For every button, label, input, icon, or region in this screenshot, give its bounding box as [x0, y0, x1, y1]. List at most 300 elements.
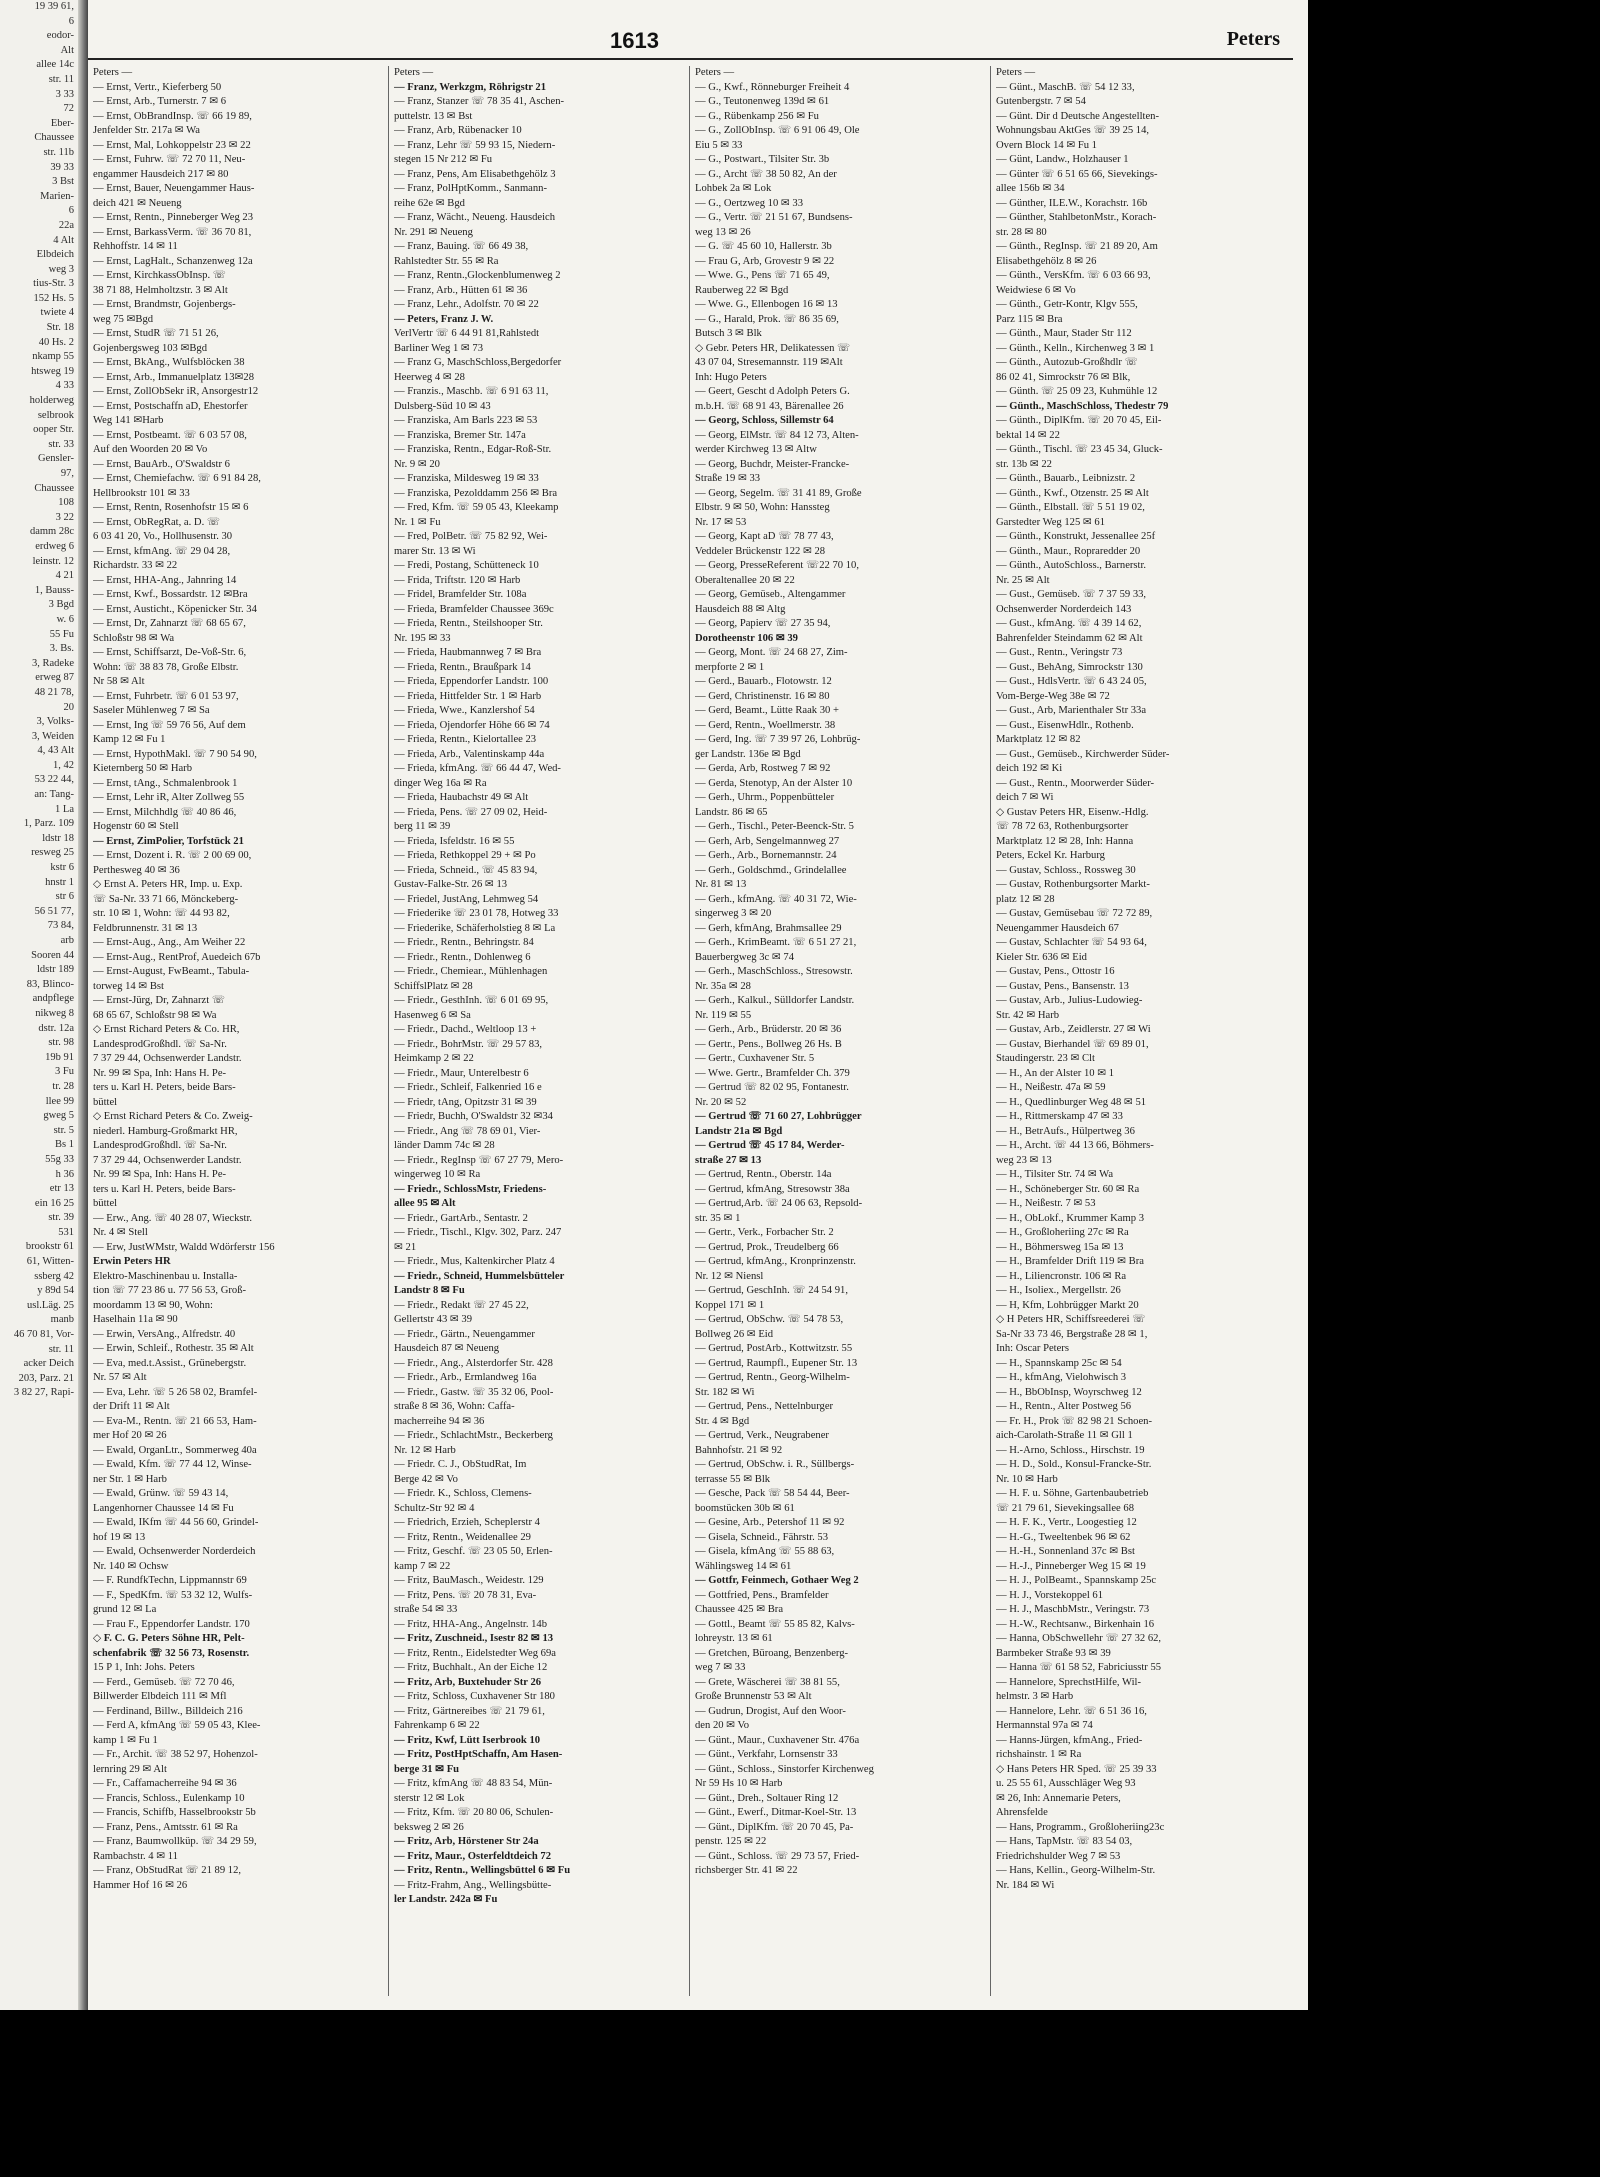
directory-entry: Berge 42 ✉ Vo — [394, 1473, 458, 1485]
directory-entry: — Franziska, Pezolddamm 256 ✉ Bra — [394, 487, 558, 499]
directory-entry: — Günth. ☏ 25 09 23, Kuhmühle 12 — [996, 386, 1158, 397]
directory-entry: — Ferd A, kfmAng ☏ 59 05 43, Klee- — [93, 1720, 261, 1731]
directory-entry: — Frieda, Isfeldstr. 16 ✉ 55 — [394, 835, 515, 847]
directory-entry: — Gerd, Rentn., Woellmerstr. 38 — [695, 719, 836, 731]
directory-entry: — H.-G., Tweeltenbek 96 ✉ 62 — [996, 1531, 1131, 1543]
directory-entry: — Ernst-August, FwBeamt., Tabula- — [93, 966, 250, 977]
directory-entry: — Frieda, Rentn., Steilshooper Str. — [394, 618, 543, 629]
directory-entry: VerlVertr ☏ 6 44 91 81,Rahlstedt — [394, 328, 540, 339]
directory-entry: Garstedter Weg 125 ✉ 61 — [996, 516, 1106, 528]
directory-entry: — Georg, Mont. ☏ 24 68 27, Zim- — [695, 647, 848, 658]
directory-entry: engammer Hausdeich 217 ✉ 80 — [93, 168, 229, 180]
directory-entry: — H.-W., Rechtsanw., Birkenhain 16 — [996, 1618, 1155, 1630]
directory-entry: — H. J., MaschbMstr., Veringstr. 73 — [996, 1604, 1150, 1615]
directory-entry: — H, Kfm, Lohbrügger Markt 20 — [996, 1299, 1139, 1311]
directory-entry: Erwin Peters HR — [93, 1256, 171, 1267]
directory-entry: — Günther, StahlbetonMstr., Korach- — [996, 212, 1157, 223]
directory-entry: — H., Quedlinburger Weg 48 ✉ 51 — [996, 1096, 1147, 1108]
directory-entry: Butsch 3 ✉ Blk — [695, 328, 762, 339]
directory-entry: — Fritz, HHA-Ang., Angelnstr. 14b — [394, 1618, 548, 1630]
directory-entry: Barmbeker Straße 93 ✉ 39 — [996, 1647, 1111, 1659]
directory-entry: — Gertrud, Verk., Neugrabener — [695, 1430, 829, 1441]
directory-entry: Nr. 9 ✉ 20 — [394, 458, 440, 470]
directory-entry: hof 19 ✉ 13 — [93, 1531, 146, 1543]
directory-entry: — Franz, Baumwollküp. ☏ 34 29 59, — [93, 1836, 257, 1847]
directory-entry: — Gerh., MaschSchloss., Stresowstr. — [695, 966, 853, 977]
directory-entry: Gustav-Falke-Str. 26 ✉ 13 — [394, 879, 508, 890]
directory-entry: — Fritz, Zuschneid., Isestr 82 ✉ 13 — [394, 1633, 554, 1644]
directory-entry: — Ernst, tAng., Schmalenbrook 1 — [93, 777, 238, 789]
sliver-line: dstr. 12a — [38, 1022, 74, 1034]
directory-entry: — H., Archt. ☏ 44 13 66, Böhmers- — [996, 1140, 1154, 1151]
directory-entry: — Hannelore, Lehr. ☏ 6 51 36 16, — [996, 1705, 1147, 1717]
directory-entry: Bahnhofstr. 21 ✉ 92 — [695, 1444, 783, 1456]
directory-entry: — Günth., Elbstall. ☏ 5 51 19 02, — [996, 502, 1145, 513]
directory-entry: — F. RundfkTechn, Lippmannstr 69 — [93, 1575, 247, 1586]
directory-entry: — H., Spannskamp 25c ✉ 54 — [996, 1357, 1122, 1369]
sliver-line: Chaussee — [34, 132, 74, 144]
directory-entry: — Gerda, Arb, Rostweg 7 ✉ 92 — [695, 763, 831, 774]
directory-entry: — Ernst, LagHalt., Schanzenweg 12a — [93, 255, 253, 267]
directory-entry: — H. F. u. Söhne, Gartenbaubetrieb — [996, 1488, 1149, 1499]
directory-entry: ✉ 26, Inh: Annemarie Peters, — [996, 1792, 1121, 1804]
directory-entry: Hammer Hof 16 ✉ 26 — [93, 1879, 188, 1891]
sliver-line: 61, Witten- — [26, 1256, 74, 1268]
sliver-line: 83, Blinco- — [26, 978, 74, 990]
directory-entry: ☏ Sa-Nr. 33 71 66, Mönckeberg- — [93, 893, 239, 905]
directory-entry: Richardstr. 33 ✉ 22 — [93, 560, 178, 571]
directory-entry: Billwerder Elbdeich 111 ✉ Mfl — [93, 1691, 227, 1702]
directory-entry: — Wwe. G., Pens ☏ 71 65 49, — [695, 270, 830, 281]
directory-entry: Feldbrunnenstr. 31 ✉ 13 — [93, 922, 198, 934]
directory-entry: Straße 19 ✉ 33 — [695, 473, 761, 484]
directory-entry: ◇ Gustav Peters HR, Eisenw.-Hdlg. — [996, 806, 1149, 818]
sliver-line: Marien- — [40, 190, 74, 202]
directory-entry: Hellbrookstr 101 ✉ 33 — [93, 487, 190, 499]
directory-entry: — Ernst, BarkassVerm. ☏ 36 70 81, — [93, 226, 252, 238]
directory-entry: Sa-Nr 33 73 46, Bergstraße 28 ✉ 1, — [996, 1328, 1148, 1340]
directory-entry: — Gerd., Bauarb., Flotowstr. 12 — [695, 676, 832, 687]
directory-entry: tion ☏ 77 23 86 u. 77 56 53, Groß- — [93, 1285, 247, 1296]
directory-entry: — Gisela, kfmAng ☏ 55 88 63, — [695, 1546, 835, 1557]
directory-entry: — Frieda, Hittfelder Str. 1 ✉ Harb — [394, 690, 542, 702]
sliver-line: weg 3 — [48, 263, 74, 275]
directory-entry: Marktplatz 12 ✉ 82 — [996, 734, 1081, 745]
directory-entry: — Fritz, PostHptSchaffn, Am Hasen- — [394, 1749, 563, 1760]
scan-background — [1308, 0, 1600, 2177]
directory-entry: — Franziska, Mildesweg 19 ✉ 33 — [394, 473, 539, 484]
directory-entry: Kieler Str. 636 ✉ Eid — [996, 951, 1087, 963]
directory-entry: — Fritz, kfmAng ☏ 48 83 54, Mün- — [394, 1778, 553, 1789]
sliver-line: 152 Hs. 5 — [33, 292, 74, 304]
sliver-line: tius-Str. 3 — [33, 278, 74, 290]
directory-entry: — Friedr, tAng, Opitzstr 31 ✉ 39 — [394, 1096, 537, 1108]
sliver-line: eodor- — [46, 30, 74, 42]
directory-entry: — Günter ☏ 6 51 65 66, Sievekings- — [996, 168, 1158, 180]
directory-entry: — H., An der Alster 10 ✉ 1 — [996, 1067, 1115, 1079]
directory-entry: Overn Block 14 ✉ Fu 1 — [996, 139, 1097, 151]
sliver-line: manb — [50, 1314, 74, 1326]
sliver-line: usl.Läg. 25 — [27, 1299, 74, 1311]
directory-entry: — Ewald, Ochsenwerder Norderdeich — [93, 1546, 256, 1557]
directory-entry: — Georg, Gemüseb., Altengammer — [695, 589, 846, 600]
directory-entry: — Fritz, BauMasch., Weidestr. 129 — [394, 1575, 544, 1586]
sliver-line: nikweg 8 — [35, 1007, 74, 1019]
directory-entry: — G., Oertzweg 10 ✉ 33 — [695, 197, 804, 209]
sliver-line: y 89d 54 — [37, 1285, 74, 1297]
directory-entry: — Ernst, Schiffsarzt, De-Voß-Str. 6, — [93, 647, 247, 658]
directory-entry: — G., Rübenkamp 256 ✉ Fu — [695, 110, 819, 122]
sliver-line: 4 33 — [55, 380, 74, 392]
directory-entry: — Friedel, JustAng, Lehmweg 54 — [394, 893, 539, 905]
directory-entry: ◇ Gebr. Peters HR, Delikatessen ☏ — [695, 342, 851, 354]
directory-entry: — Ernst, Rentn., Pinneberger Weg 23 — [93, 212, 253, 223]
directory-entry: — Gerh., Arb., Brüderstr. 20 ✉ 36 — [695, 1024, 842, 1035]
sliver-line: 108 — [58, 497, 74, 509]
column-4 — [991, 66, 1292, 1996]
directory-entry: — Gust., BehAng, Simrockstr 130 — [996, 661, 1143, 673]
directory-entry: Schultz-Str 92 ✉ 4 — [394, 1502, 475, 1514]
directory-entry: platz 12 ✉ 28 — [996, 893, 1055, 905]
directory-entry: — Ernst, ZimPolier, Torfstück 21 — [93, 835, 244, 847]
directory-entry: deich 192 ✉ Ki — [996, 763, 1063, 774]
directory-entry: — Ewald, OrganLtr., Sommerweg 40a — [93, 1444, 257, 1456]
sliver-line: 531 — [58, 1226, 74, 1238]
sliver-line: 40 Hs. 2 — [38, 336, 74, 348]
sliver-line: ldstr 18 — [42, 832, 74, 844]
sliver-line: 6 — [68, 205, 74, 217]
directory-entry: Landstr. 86 ✉ 65 — [695, 806, 768, 818]
sliver-line: llee 99 — [45, 1095, 74, 1107]
directory-entry: — H., BbObInsp, Woyrschweg 12 — [996, 1386, 1142, 1398]
directory-entry: — Gerh, kfmAng, Brahmsallee 29 — [695, 922, 842, 934]
directory-entry: — Gerh., Kalkul., Sülldorfer Landstr. — [695, 995, 855, 1006]
directory-entry: Inh: Hugo Peters — [695, 371, 767, 383]
directory-entry: berg 11 ✉ 39 — [394, 821, 451, 832]
directory-entry: Elisabethgehölz 8 ✉ 26 — [996, 255, 1097, 267]
directory-entry: Chaussee 425 ✉ Bra — [695, 1604, 784, 1615]
directory-entry: Wohnungsbau AktGes ☏ 39 25 14, — [996, 125, 1150, 136]
sliver-line: selbrook — [37, 409, 74, 421]
directory-entry: — Frieda, Haubachstr 49 ✉ Alt — [394, 792, 529, 803]
sliver-line: 1, Bauss- — [34, 584, 74, 596]
directory-entry: — Ernst-Jürg, Dr, Zahnarzt ☏ — [93, 995, 226, 1006]
directory-entry: — Friedr., Tischl., Klgv. 302, Parz. 247 — [394, 1227, 562, 1238]
sliver-line: nkamp 55 — [32, 351, 74, 363]
directory-entry: ters u. Karl H. Peters, beide Bars- — [93, 1082, 236, 1093]
directory-entry: — Günther, ILE.W., Korachstr. 16b — [996, 197, 1148, 209]
directory-entry: — Friedr., Mus, Kaltenkircher Platz 4 — [394, 1256, 555, 1267]
directory-entry: ters u. Karl H. Peters, beide Bars- — [93, 1183, 236, 1195]
directory-entry: straße 8 ✉ 36, Wohn: Caffa- — [394, 1401, 515, 1412]
directory-entry: — Frieda, Schneid., ☏ 45 83 94, — [394, 864, 538, 876]
directory-entry: — Günt, Landw., Holzhauser 1 — [996, 154, 1129, 165]
directory-entry: weg 7 ✉ 33 — [695, 1662, 746, 1673]
directory-entry: — H., Großloheriing 27c ✉ Ra — [996, 1227, 1129, 1238]
directory-entry: — Gerh., kfmAng. ☏ 40 31 72, Wie- — [695, 893, 857, 905]
sliver-line: str. 11 — [48, 1343, 74, 1355]
directory-entry: — Franz, Pens., Amtsstr. 61 ✉ Ra — [93, 1821, 238, 1833]
directory-entry: — Gertrud ☏ 71 60 27, Lohbrügger — [695, 1111, 862, 1122]
directory-entry: — Günth., VersKfm. ☏ 6 03 66 93, — [996, 270, 1151, 281]
directory-entry: — Günt., Schloss. ☏ 29 73 57, Fried- — [695, 1850, 860, 1862]
sliver-line: htsweg 19 — [31, 365, 74, 377]
directory-entry: — Gretchen, Büroang, Benzenberg- — [695, 1647, 849, 1659]
directory-entry: — Gertrud, ObSchw. ☏ 54 78 53, — [695, 1314, 844, 1325]
directory-entry: — Hans, TapMstr. ☏ 83 54 03, — [996, 1836, 1133, 1847]
directory-entry: Gojenbergsweg 103 ✉Bgd — [93, 342, 208, 354]
directory-entry: — Gustav, Rothenburgsorter Markt- — [996, 879, 1150, 890]
directory-entry: weg 13 ✉ 26 — [695, 226, 751, 238]
directory-entry: deich 421 ✉ Neueng — [93, 197, 182, 209]
directory-entry: — Fr. H., Prok ☏ 82 98 21 Schoen- — [996, 1415, 1152, 1427]
directory-entry: — Ernst, StudR ☏ 71 51 26, — [93, 328, 219, 339]
sliver-line: twiete 4 — [40, 307, 74, 319]
directory-entry: sterstr 12 ✉ Lok — [394, 1792, 465, 1804]
directory-entry: Inh: Oscar Peters — [996, 1343, 1069, 1354]
directory-entry: — Georg, Schloss, Sillemstr 64 — [695, 415, 834, 426]
directory-entry: — Günth., Autozub-Großhdlr ☏ — [996, 357, 1138, 368]
directory-entry: Landstr 8 ✉ Fu — [394, 1285, 465, 1296]
directory-entry: Rehhoffstr. 14 ✉ 11 — [93, 241, 178, 252]
directory-entry: — G., ZollObInsp. ☏ 6 91 06 49, Ole — [695, 125, 860, 136]
sliver-line: holderweg — [29, 395, 74, 407]
directory-entry: 68 65 67, Schloßstr 98 ✉ Wa — [93, 1009, 217, 1021]
directory-entry: — H., Schöneberger Str. 60 ✉ Ra — [996, 1183, 1140, 1195]
directory-entry: Hausdeich 88 ✉ Altg — [695, 603, 786, 615]
directory-entry: Große Brunnenstr 53 ✉ Alt — [695, 1691, 812, 1702]
directory-entry: — Erw, JustWMstr, Waldd Wdörferstr 156 — [93, 1241, 275, 1253]
sliver-line: 203, Parz. 21 — [18, 1372, 74, 1384]
sliver-line: andpflege — [32, 993, 74, 1005]
directory-entry: ◇ Ernst Richard Peters & Co. Zweig- — [93, 1111, 253, 1122]
directory-entry: — Wwe. Gertr., Bramfelder Ch. 379 — [695, 1067, 850, 1079]
directory-entry: — Ewald, IKfm ☏ 44 56 60, Grindel- — [93, 1517, 259, 1528]
directory-entry: reihe 62e ✉ Bgd — [394, 197, 465, 209]
directory-entry: Bollweg 26 ✉ Eid — [695, 1328, 774, 1340]
directory-entry: — Erwin, Schleif., Rothestr. 35 ✉ Alt — [93, 1343, 254, 1354]
directory-entry: — Gustav, Pens., Bansenstr. 13 — [996, 980, 1129, 992]
directory-entry: — Grete, Wäscherei ☏ 38 81 55, — [695, 1676, 840, 1688]
directory-entry: — Friedr., Dachd., Weltloop 13 + — [394, 1024, 537, 1035]
directory-entry: str. 35 ✉ 1 — [695, 1212, 741, 1224]
sliver-line: 73 84, — [47, 920, 74, 932]
directory-entry: — Georg, Segelm. ☏ 31 41 89, Große — [695, 487, 862, 499]
directory-entry: — Franz, ObStudRat ☏ 21 89 12, — [93, 1865, 242, 1876]
directory-entry: — Hanna, ObSchwellehr ☏ 27 32 62, — [996, 1633, 1162, 1644]
directory-entry: — Hanns-Jürgen, kfmAng., Fried- — [996, 1734, 1143, 1746]
sliver-line: ldstr 189 — [36, 964, 74, 976]
directory-entry: — Fredi, Postang, Schütteneck 10 — [394, 560, 539, 571]
directory-entry: — Franziska, Rentn., Edgar-Roß-Str. — [394, 444, 552, 455]
directory-entry: — Gertrud ☏ 45 17 84, Werder- — [695, 1140, 845, 1151]
directory-entry: den 20 ✉ Vo — [695, 1720, 750, 1731]
directory-entry: — Gerd, Christinenstr. 16 ✉ 80 — [695, 690, 830, 702]
directory-entry: — Ernst, Dozent i. R. ☏ 2 00 69 00, — [93, 850, 252, 861]
directory-entry: — Friedr., Rentn., Dohlenweg 6 — [394, 951, 531, 963]
directory-entry: — Frieda, Ojendorfer Höhe 66 ✉ 74 — [394, 719, 550, 731]
directory-entry: — H. J., Vorstekoppel 61 — [996, 1589, 1104, 1601]
sliver-line: 19 39 61, — [34, 1, 74, 12]
directory-entry: — Günth., Maur, Stader Str 112 — [996, 328, 1132, 339]
directory-entry: terrasse 55 ✉ Blk — [695, 1473, 771, 1485]
directory-entry: — Eva-M., Rentn. ☏ 21 66 53, Ham- — [93, 1415, 257, 1427]
sliver-line: acker Deich — [23, 1358, 74, 1370]
directory-entry: — Gerh., Goldschmd., Grindelallee — [695, 864, 847, 876]
directory-entry: — Fritz, Pens. ☏ 20 78 31, Eva- — [394, 1589, 537, 1601]
directory-entry: — Fritz, Kwf, Lütt Iserbrook 10 — [394, 1734, 541, 1746]
sliver-line: 4 Alt — [53, 234, 74, 246]
directory-entry: Dorotheenstr 106 ✉ 39 — [695, 632, 798, 644]
directory-entry: — Georg, Kapt aD ☏ 78 77 43, — [695, 531, 834, 542]
directory-entry: — Ferd., Gemüseb. ☏ 72 70 46, — [93, 1676, 235, 1688]
directory-entry: kamp 7 ✉ 22 — [394, 1560, 451, 1572]
directory-entry: Haselhain 11a ✉ 90 — [93, 1314, 178, 1325]
sliver-line: 97, — [60, 468, 74, 479]
directory-entry: — Günth., Tischl. ☏ 23 45 34, Gluck- — [996, 444, 1163, 455]
directory-entry: — Günt., Schloss., Sinstorfer Kirchenweg — [695, 1763, 874, 1775]
directory-entry: mer Hof 20 ✉ 26 — [93, 1430, 167, 1441]
sliver-line: 53 22 44, — [34, 774, 74, 786]
directory-entry: Fahrenkamp 6 ✉ 22 — [394, 1720, 480, 1731]
sliver-line: 3 33 — [55, 88, 74, 100]
directory-entry: — Günth., RegInsp. ☏ 21 89 20, Am — [996, 241, 1158, 252]
directory-entry: berge 31 ✉ Fu — [394, 1763, 460, 1775]
directory-entry: ◇ H Peters HR, Schiffsreederei ☏ — [996, 1314, 1146, 1325]
directory-entry: — Frau G, Arb, Grovestr 9 ✉ 22 — [695, 255, 835, 267]
directory-entry: — Franz G, MaschSchloss,Bergedorfer — [394, 357, 562, 368]
directory-entry: — Franz, Rentn.,Glockenblumenweg 2 — [394, 270, 561, 281]
directory-entry: — Gertrud, Pens., Nettelnburger — [695, 1401, 834, 1412]
directory-entry: grund 12 ✉ La — [93, 1604, 157, 1615]
directory-entry: Nr. 1 ✉ Fu — [394, 516, 441, 528]
sliver-line: 48 21 78, — [34, 686, 74, 698]
directory-entry: Nr. 81 ✉ 13 — [695, 879, 747, 890]
sliver-line: Str. 18 — [46, 322, 74, 334]
directory-entry: — Gertrud,Arb. ☏ 24 06 63, Repsold- — [695, 1198, 863, 1209]
directory-entry: Perthesweg 40 ✉ 36 — [93, 864, 180, 876]
directory-entry: Elektro-Maschinenbau u. Installa- — [93, 1270, 238, 1282]
directory-entry: büttel — [93, 1198, 118, 1209]
directory-entry: — Gerda, Stenotyp, An der Alster 10 — [695, 777, 853, 789]
directory-entry: singerweg 3 ✉ 20 — [695, 908, 772, 919]
directory-entry: — Ernst, Ing ☏ 59 76 56, Auf dem — [93, 719, 246, 731]
directory-entry: — Friedr., Schneid, Hummelsbütteler — [394, 1270, 565, 1282]
directory-entry: — Ewald, Grünw. ☏ 59 43 14, — [93, 1488, 229, 1499]
directory-entry: — Gesche, Pack ☏ 58 54 44, Beer- — [695, 1488, 850, 1499]
directory-entry: — Gustav, Bierhandel ☏ 69 89 01, — [996, 1038, 1149, 1050]
directory-entry: ◇ Ernst A. Peters HR, Imp. u. Exp. — [93, 879, 243, 890]
directory-entry: niederl. Hamburg-Großmarkt HR, — [93, 1125, 238, 1137]
directory-entry: Saseler Mühlenweg 7 ✉ Sa — [93, 705, 210, 716]
directory-entry: — Ernst, ZollObSekr iR, Ansorgestr12 — [93, 386, 259, 397]
directory-entry: — Franz, Lehr., Adolfstr. 70 ✉ 22 — [394, 299, 539, 310]
directory-entry: — Günth., Bauarb., Leibnizstr. 2 — [996, 473, 1136, 484]
directory-entry: Nr. 195 ✉ 33 — [394, 632, 451, 644]
directory-entry: str. 10 ✉ 1, Wohn: ☏ 44 93 82, — [93, 908, 230, 919]
directory-entry: — Francis, Schloss., Eulenkamp 10 — [93, 1792, 245, 1804]
directory-entry: — Gerh., KrimBeamt. ☏ 6 51 27 21, — [695, 937, 857, 948]
directory-entry: — Ernst, Vertr., Kieferberg 50 — [93, 81, 222, 93]
directory-entry: — Georg, Papierv ☏ 27 35 94, — [695, 618, 831, 629]
directory-entry: — Fritz, Rentn., Wellingsbüttel 6 ✉ Fu — [394, 1865, 571, 1876]
directory-entry: — Fritz, Rentn., Weidenallee 29 — [394, 1531, 531, 1543]
directory-entry: moordamm 13 ✉ 90, Wohn: — [93, 1299, 213, 1311]
directory-entry: — H.-Arno, Schloss., Hirschstr. 19 — [996, 1444, 1145, 1456]
directory-entry: — Friedr. C. J., ObStudRat, Im — [394, 1459, 527, 1470]
directory-entry: Weidwiese 6 ✉ Vo — [996, 284, 1076, 296]
sliver-line: 39 33 — [50, 161, 74, 173]
directory-entry: — Fred, Kfm. ☏ 59 05 43, Kleekamp — [394, 502, 559, 513]
sliver-line: Elbdeich — [36, 249, 74, 261]
sliver-line: gweg 5 — [43, 1110, 74, 1122]
directory-entry: Friedrichshulder Weg 7 ✉ 53 — [996, 1850, 1121, 1862]
directory-entry: — Francis, Schiffb, Hasselbrookstr 5b — [93, 1807, 256, 1818]
sliver-line: tr. 28 — [52, 1080, 74, 1092]
directory-entry: Landstr 21a ✉ Bgd — [695, 1125, 783, 1137]
directory-entry: Nr. 184 ✉ Wi — [996, 1879, 1055, 1891]
sliver-line: an: Tang- — [34, 789, 74, 801]
directory-entry: — Gerh., Arb., Bornemannstr. 24 — [695, 850, 837, 861]
sliver-line: w. 6 — [56, 613, 74, 625]
directory-entry: — Friedr., Gärtn., Neuengammer — [394, 1328, 535, 1340]
directory-entry: — Gertr., Verk., Forbacher Str. 2 — [695, 1227, 834, 1238]
directory-entry: — Fritz, Arb, Buxtehuder Str 26 — [394, 1676, 542, 1688]
running-head-surname: Peters — [1226, 28, 1280, 50]
directory-entry: Gutenbergstr. 7 ✉ 54 — [996, 96, 1086, 107]
directory-entry: — Ernst, Postschaffn aD, Ehestorfer — [93, 400, 248, 412]
directory-entry: — Gust., Gemüseb. ☏ 7 37 59 33, — [996, 589, 1147, 600]
directory-entry: beksweg 2 ✉ 26 — [394, 1821, 464, 1833]
directory-entry: — Hanna ☏ 61 58 52, Fabriciusstr 55 — [996, 1662, 1162, 1673]
sliver-line: 1 La — [55, 803, 74, 815]
directory-entry: — Friedrich, Erzieh, Scheplerstr 4 — [394, 1517, 540, 1528]
directory-entry: ☏ 21 79 61, Sievekingsallee 68 — [996, 1502, 1134, 1514]
directory-entry: richshainstr. 1 ✉ Ra — [996, 1749, 1082, 1760]
directory-entry: — Günt., Dreh., Soltauer Ring 12 — [695, 1792, 839, 1804]
sliver-line: str. 5 — [53, 1124, 74, 1136]
sliver-line: 3, Radeke — [32, 657, 74, 669]
directory-entry: — Friedr., Gastw. ☏ 35 32 06, Pool- — [394, 1386, 554, 1398]
directory-entry: — Ernst, Fuhrw. ☏ 72 70 11, Neu- — [93, 154, 246, 165]
directory-entry: Nr. 4 ✉ Stell — [93, 1227, 148, 1238]
directory-entry: länder Damm 74c ✉ 28 — [394, 1140, 495, 1151]
sliver-line: Alt — [60, 44, 74, 56]
directory-entry: Parz 115 ✉ Bra — [996, 313, 1063, 325]
directory-entry: — G., Vertr. ☏ 21 51 67, Bundsens- — [695, 212, 853, 223]
directory-entry: — Ernst, kfmAng. ☏ 29 04 28, — [93, 545, 231, 557]
directory-entry: straße 27 ✉ 13 — [695, 1154, 762, 1166]
directory-entry: straße 54 ✉ 33 — [394, 1604, 458, 1615]
directory-entry: 6 03 41 20, Vo., Hollhusenstr. 30 — [93, 531, 233, 542]
directory-entry: — Ernst, Dr, Zahnarzt ☏ 68 65 67, — [93, 618, 246, 629]
directory-entry: ✉ 21 — [394, 1241, 417, 1253]
directory-entry: — F., SpedKfm. ☏ 53 32 12, Wulfs- — [93, 1589, 253, 1601]
directory-entry: — G., Archt ☏ 38 50 82, An der — [695, 168, 837, 180]
directory-entry: — Günt., Maur., Cuxhavener Str. 476a — [695, 1734, 860, 1746]
directory-entry: merpforte 2 ✉ 1 — [695, 661, 765, 673]
directory-entry: puttelstr. 13 ✉ Bst — [394, 110, 473, 122]
directory-entry: — Frida, Triftstr. 120 ✉ Harb — [394, 574, 521, 586]
directory-entry: — Friedr., Ang., Alsterdorfer Str. 428 — [394, 1357, 553, 1369]
column-1 — [88, 66, 389, 1996]
directory-entry: — Günth., Getr-Kontr, Klgv 555, — [996, 299, 1138, 310]
directory-entry: — Georg, ElMstr. ☏ 84 12 73, Alten- — [695, 429, 859, 441]
directory-entry: — Gisela, Schneid., Fährstr. 53 — [695, 1531, 828, 1543]
sliver-line: 3 Bgd — [48, 599, 74, 611]
directory-entry: Langenhorner Chaussee 14 ✉ Fu — [93, 1502, 234, 1514]
directory-entry: — Ernst, HHA-Ang., Jahnring 14 — [93, 574, 237, 586]
